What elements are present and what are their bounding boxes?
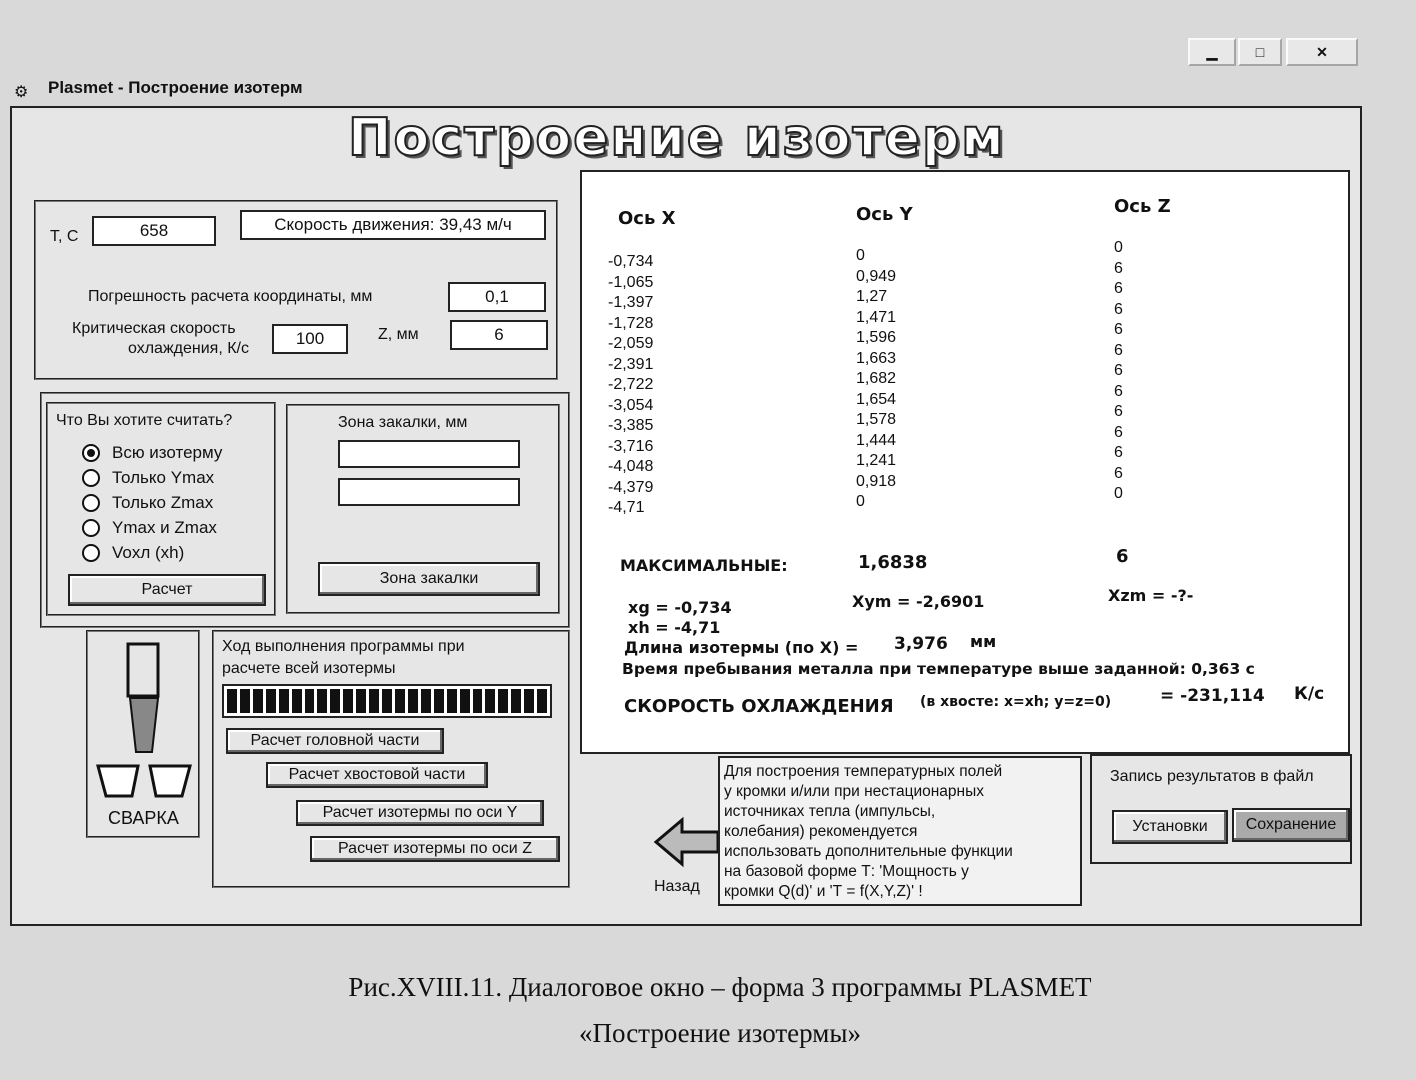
z-label: Z, мм — [378, 326, 419, 343]
error-label: Погрешность расчета координаты, мм — [88, 288, 373, 305]
option-label: Всю изотерму — [112, 442, 223, 462]
note-line: использовать дополнительные функции — [724, 843, 1013, 860]
xg-value: xg = -0,734 — [628, 598, 732, 617]
crit-speed-label-1: Критическая скорость — [72, 320, 236, 337]
option-ymax[interactable] — [82, 465, 272, 490]
value-cell: 6 — [1114, 280, 1123, 297]
value-cell: 1,444 — [856, 431, 897, 449]
radio-icon — [82, 544, 100, 562]
progress-segment — [524, 689, 534, 713]
option-ymax-zmax[interactable] — [82, 515, 272, 540]
progress-segment — [292, 689, 302, 713]
value-cell: 6 — [1114, 362, 1123, 379]
value-cell: -3,385 — [608, 417, 654, 434]
figure-caption-line-1: Рис.XVIII.11. Диалоговое окно – форма 3 программы PLASMET — [348, 972, 1092, 1002]
note-line: колебания) рекомендуется — [724, 823, 918, 840]
crit-speed-label-2: охлаждения, К/с — [128, 340, 249, 357]
value-cell: 0,949 — [856, 267, 897, 285]
zone-field-1[interactable] — [338, 440, 520, 468]
option-zmax[interactable] — [82, 490, 272, 515]
app-icon: ⚙ — [14, 84, 29, 101]
progress-segment — [266, 689, 276, 713]
xzm-value: Xzm = -?- — [1108, 586, 1194, 605]
progress-segment — [356, 689, 366, 713]
x-values-list — [608, 252, 653, 519]
progress-segment — [343, 689, 353, 713]
radio-icon — [82, 469, 100, 487]
settings-button[interactable]: Установки — [1112, 810, 1228, 844]
value-cell: -2,391 — [608, 355, 654, 373]
value-cell: -3,716 — [608, 437, 654, 455]
value-cell: 1,241 — [856, 452, 897, 469]
progress-segment — [434, 689, 444, 713]
minimize-button[interactable]: ▁ — [1188, 38, 1236, 66]
progress-segment — [305, 689, 315, 713]
value-cell: 6 — [1114, 259, 1123, 277]
progress-segment — [279, 689, 289, 713]
value-cell: 1,27 — [856, 288, 888, 305]
max-y-value: 1,6838 — [858, 552, 928, 573]
t-input[interactable]: 658 — [92, 216, 216, 246]
progress-segment — [421, 689, 431, 713]
length-value: 3,976 — [894, 634, 948, 654]
calc-options-list — [82, 440, 272, 565]
option-label: Voxл (xh) — [112, 542, 185, 562]
progress-segment — [460, 689, 470, 713]
value-cell: -4,048 — [608, 458, 654, 475]
progress-segment — [395, 689, 405, 713]
value-cell: 6 — [1114, 341, 1123, 359]
cooling-note: (в хвосте: x=xh; y=z=0) — [920, 694, 1112, 710]
value-cell: 6 — [1114, 300, 1123, 318]
value-cell: -1,065 — [608, 273, 654, 291]
value-cell: 6 — [1114, 423, 1123, 441]
figure-caption-line-2: «Построение изотермы» — [579, 1018, 861, 1048]
value-cell: -4,379 — [608, 478, 654, 496]
progress-segment — [485, 689, 495, 713]
radio-icon — [82, 494, 100, 512]
progress-segment — [537, 689, 547, 713]
error-input[interactable]: 0,1 — [448, 282, 546, 312]
xh-value: xh = -4,71 — [628, 618, 721, 637]
value-cell: 1,663 — [856, 349, 897, 367]
back-arrow-icon[interactable] — [652, 816, 722, 868]
radio-icon — [82, 519, 100, 537]
radio-icon — [82, 444, 100, 462]
save-button[interactable]: Сохранение — [1232, 808, 1350, 842]
progress-segment — [498, 689, 508, 713]
t-label: T, C — [50, 228, 79, 245]
value-cell: 6 — [1114, 403, 1123, 420]
step-tail-part: Расчет хвостовой части — [266, 762, 488, 788]
maximize-button[interactable]: □ — [1238, 38, 1282, 66]
xym-value: Xym = -2,6901 — [852, 592, 985, 611]
note-line: у кромки и/или при нестационарных — [724, 783, 984, 800]
value-cell: 1,578 — [856, 411, 897, 428]
value-cell: 0 — [1114, 485, 1123, 502]
value-cell: 6 — [1114, 321, 1123, 338]
option-label: Ymax и Zmax — [112, 517, 217, 537]
back-label[interactable]: Назад — [654, 878, 700, 895]
value-cell: 1,471 — [856, 308, 897, 326]
value-cell: 0 — [1114, 239, 1123, 256]
value-cell: -2,059 — [608, 335, 654, 352]
value-cell: -1,397 — [608, 294, 654, 311]
speed-display: Скорость движения: 39,43 м/ч — [240, 210, 546, 240]
note-line: кромки Q(d)' и 'Т = f(X,Y,Z)' ! — [724, 883, 923, 900]
value-cell: -1,728 — [608, 314, 654, 332]
progress-segment — [330, 689, 340, 713]
option-label: Только Ymax — [112, 467, 215, 487]
value-cell: 1,654 — [856, 390, 897, 408]
value-cell: -2,722 — [608, 376, 654, 393]
z-input[interactable]: 6 — [450, 320, 548, 350]
y-values-list — [856, 246, 896, 513]
value-cell: -3,054 — [608, 396, 654, 414]
note-text — [724, 762, 1013, 902]
progress-segment — [317, 689, 327, 713]
length-label: Длина изотермы (по X) = — [624, 638, 859, 657]
header-axis-z: Ось Z — [1114, 196, 1171, 217]
progress-segment — [240, 689, 250, 713]
value-cell: 1,596 — [856, 329, 897, 346]
zone-button[interactable]: Зона закалки — [318, 562, 540, 596]
note-line: источниках тепла (импульсы, — [724, 803, 936, 820]
value-cell: 6 — [1114, 382, 1123, 400]
welding-torch-icon — [92, 640, 196, 800]
progress-title-1: Ход выполнения программы при — [222, 638, 465, 655]
option-voxl[interactable] — [82, 540, 272, 565]
value-cell: 0,918 — [856, 472, 897, 490]
step-isotherm-z: Расчет изотермы по оси Z — [310, 836, 560, 862]
progress-bar — [222, 684, 552, 718]
cooling-label: СКОРОСТЬ ОХЛАЖДЕНИЯ — [624, 696, 894, 717]
progress-title-2: расчете всей изотермы — [222, 660, 396, 677]
step-isotherm-y: Расчет изотермы по оси Y — [296, 800, 544, 826]
value-cell: -0,734 — [608, 253, 654, 270]
window-title: Plasmet - Построение изотерм — [48, 78, 303, 97]
progress-segment — [382, 689, 392, 713]
cooling-value: = -231,114 — [1160, 686, 1265, 706]
progress-segment — [511, 689, 521, 713]
step-head-part: Расчет головной части — [226, 728, 444, 754]
cooling-unit: К/с — [1294, 684, 1325, 704]
calculate-button[interactable]: Расчет — [68, 574, 266, 606]
progress-segment — [253, 689, 263, 713]
value-cell: 6 — [1114, 444, 1123, 461]
time-above-text: Время пребывания металла при температуре выше заданной: 0,363 с — [622, 660, 1255, 678]
max-z-value: 6 — [1116, 546, 1129, 567]
progress-segment — [473, 689, 483, 713]
form-heading: Построение изотерм — [348, 108, 1006, 168]
progress-segment — [447, 689, 457, 713]
weld-label: СВАРКА — [108, 808, 179, 828]
max-label: МАКСИМАЛЬНЫЕ: — [620, 556, 788, 575]
value-cell: 6 — [1114, 464, 1123, 482]
zone-field-2[interactable] — [338, 478, 520, 506]
progress-segment — [369, 689, 379, 713]
close-button[interactable]: ✕ — [1286, 38, 1358, 66]
crit-speed-input[interactable]: 100 — [272, 324, 348, 354]
calc-group-title: Что Вы хотите считать? — [56, 412, 233, 429]
value-cell: -4,71 — [608, 499, 645, 516]
value-cell: 0 — [856, 493, 865, 510]
note-line: на базовой форме Т: 'Мощность у — [724, 863, 969, 880]
z-values-list — [1114, 238, 1123, 505]
value-cell: 0 — [856, 247, 865, 264]
option-whole-isotherm[interactable] — [82, 440, 272, 465]
progress-segment — [227, 689, 237, 713]
header-axis-x: Ось X — [618, 208, 676, 229]
save-title: Запись результатов в файл — [1110, 768, 1314, 785]
value-cell: 1,682 — [856, 370, 897, 387]
header-axis-y: Ось Y — [856, 204, 913, 225]
length-unit: мм — [970, 632, 997, 651]
option-label: Только Zmax — [112, 492, 214, 512]
note-line: Для построения температурных полей — [724, 763, 1003, 780]
zone-title: Зона закалки, мм — [338, 414, 468, 431]
progress-segment — [408, 689, 418, 713]
